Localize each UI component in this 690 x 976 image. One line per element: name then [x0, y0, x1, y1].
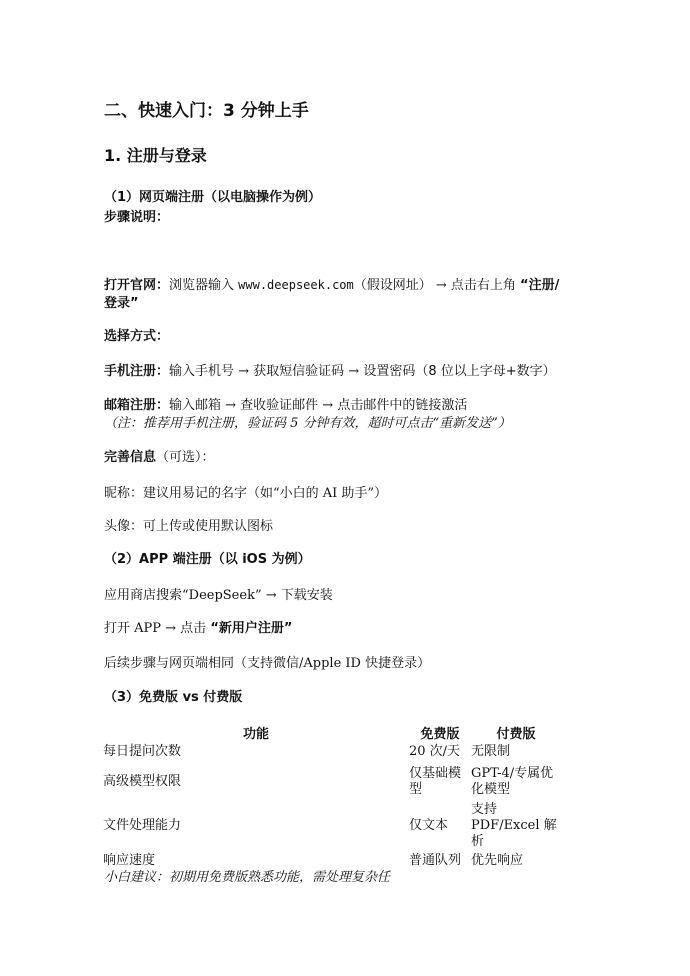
beginner-tip: 小白建议：初期用免费版熟悉功能，需处理复杂任 [104, 870, 391, 885]
choose-label: 选择方式： [104, 329, 170, 344]
password-rule: 8 位以上字母+数字 [428, 364, 543, 379]
table-row [103, 762, 561, 802]
cell-paid: 支持 PDF/Excel 解析 [471, 802, 557, 849]
phone-register-line [104, 360, 556, 379]
app-line-1: 应用商店搜索“DeepSeek” → 下载安装 [104, 588, 333, 603]
phone-text-c: ） [542, 364, 556, 379]
phone-text-a: 输入手机号 → 获取短信验证码 → 设置密码（ [169, 364, 429, 379]
avatar-line: 头像：可上传或使用默认图标 [104, 519, 274, 534]
app-line-2-text: 打开 APP → 点击 [104, 621, 211, 636]
complete-label: 完善信息 [104, 450, 157, 465]
cell-feature: 高级模型权限 [103, 774, 182, 789]
open-text-a: 浏览器输入 [169, 278, 239, 293]
compare-heading: （3）免费版 vs 付费版 [104, 690, 243, 705]
register-login-text-1: “注册/ [520, 278, 560, 293]
cell-feature: 文件处理能力 [103, 818, 182, 833]
cell-free: 仅基础模型 [409, 766, 462, 797]
complete-text: （可选）： [156, 450, 215, 465]
email-text: 输入邮箱 → 查收验证邮件 → 点击邮件中的链接激活 [169, 398, 468, 413]
new-user-register-text: “新用户注册” [210, 621, 293, 636]
open-text-b: （假设网址） → 点击右上角 [353, 278, 521, 293]
cell-feature: 每日提问次数 [103, 744, 182, 759]
open-site-line [104, 274, 559, 293]
header-feature: 功能 [242, 726, 269, 742]
cell-free: 仅文本 [409, 818, 449, 833]
cell-paid: 无限制 [471, 744, 511, 759]
phone-label: 手机注册： [104, 364, 170, 379]
email-label: 邮箱注册： [104, 398, 170, 413]
cell-paid: GPT-4/专属优化模型 [471, 766, 554, 797]
header-free: 免费版 [420, 726, 460, 742]
header-paid: 付费版 [496, 726, 536, 742]
email-register-line [104, 394, 467, 413]
section-title: 二、快速入门：3 分钟上手 [104, 101, 309, 121]
register-note: （注：推荐用手机注册，验证码 5 分钟有效，超时可点击“重新发送”） [104, 416, 511, 431]
web-heading: （1）网页端注册（以电脑操作为例） [104, 190, 322, 205]
table-row [103, 742, 561, 762]
cell-paid: 优先响应 [471, 853, 524, 868]
app-line-3: 后续步骤与网页端相同（支持微信/Apple ID 快捷登录） [104, 656, 431, 671]
table-row [103, 802, 561, 850]
cell-free: 普通队列 [409, 853, 462, 868]
app-heading: （2）APP 端注册（以 iOS 为例） [104, 552, 311, 567]
site-url: www.deepseek.com [238, 278, 354, 292]
cell-free: 20 次/天 [409, 744, 461, 759]
table-header-row [103, 722, 561, 742]
open-label: 打开官网： [104, 278, 170, 293]
comparison-table [103, 722, 561, 872]
sub-title: 1. 注册与登录 [104, 146, 207, 165]
complete-info-line [104, 446, 215, 465]
cell-feature: 响应速度 [103, 853, 156, 868]
nickname-line: 昵称：建议用易记的名字（如“小白的 AI 助手”） [104, 486, 388, 501]
steps-label: 步骤说明： [104, 210, 170, 225]
register-login-text-2: 登录” [104, 296, 139, 311]
app-line-2 [104, 617, 292, 636]
